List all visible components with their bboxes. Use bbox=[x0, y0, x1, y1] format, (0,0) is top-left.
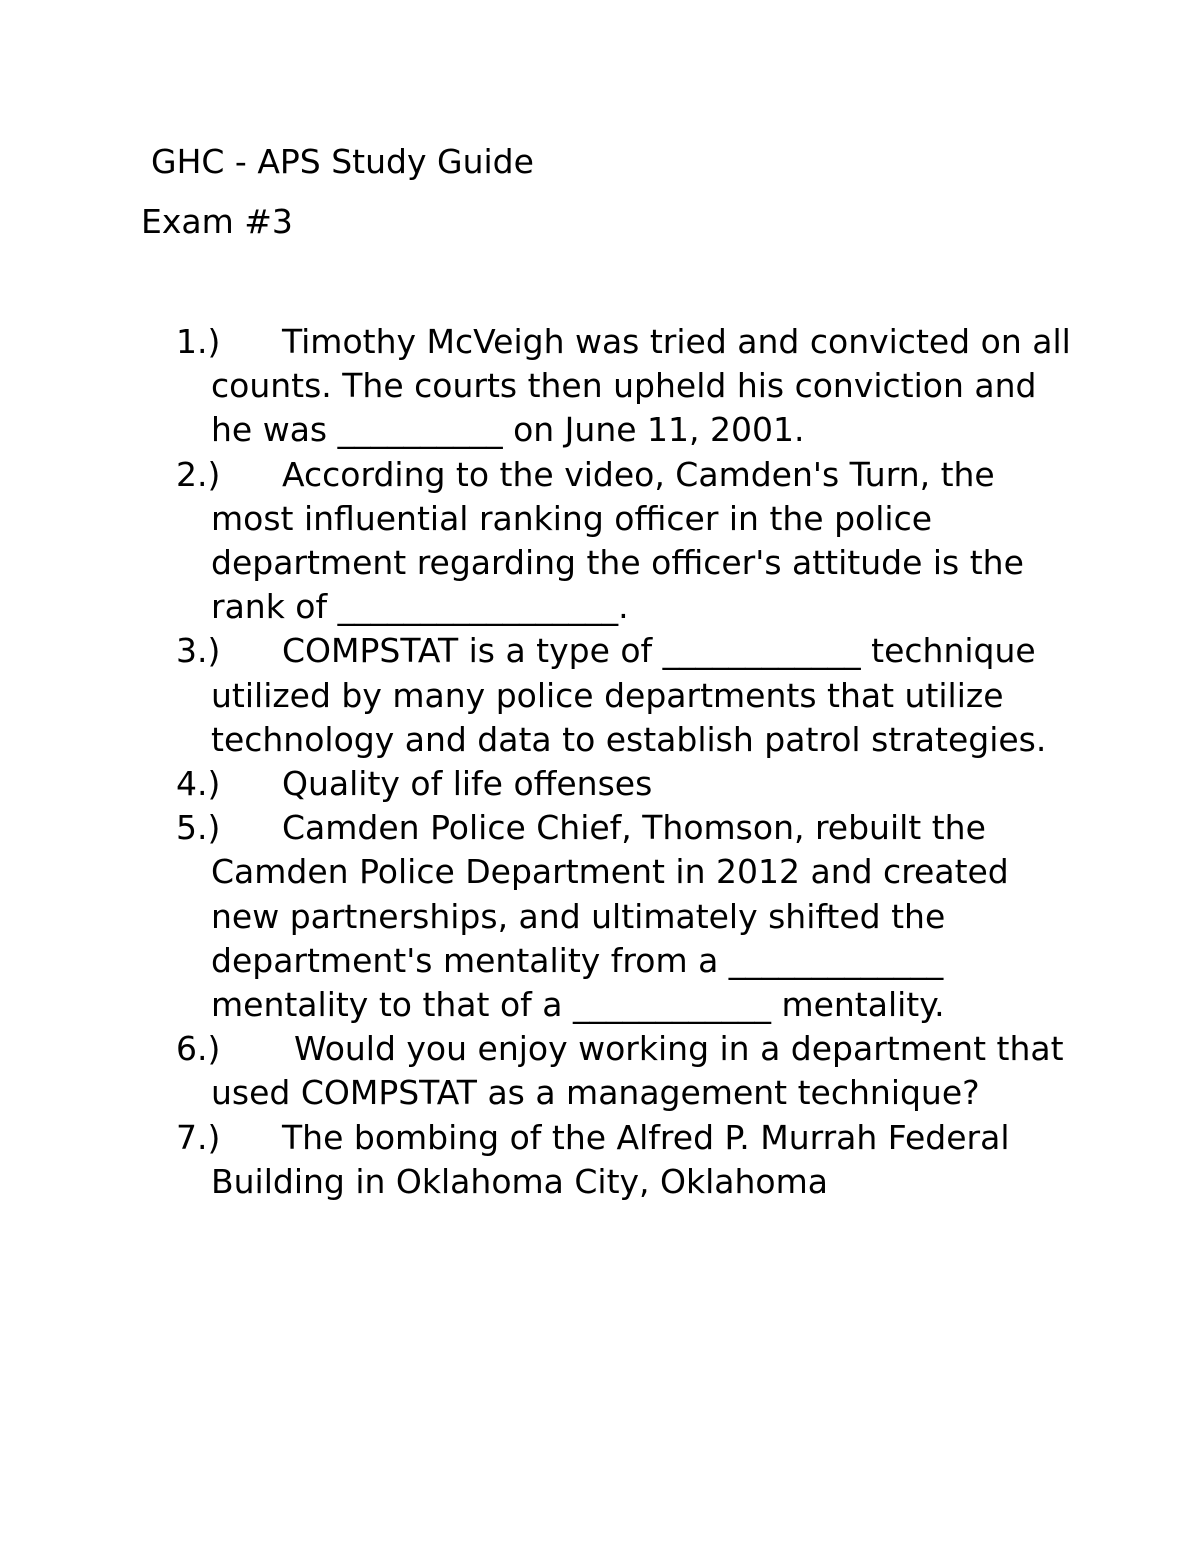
question-number: 3.) bbox=[176, 631, 221, 671]
question-text: The bombing of the Alfred P. Murrah Federal Building in Oklahoma City, Oklahoma bbox=[211, 1117, 1010, 1201]
question-number: 4.) bbox=[176, 764, 221, 804]
question-text: Timothy McVeigh was tried and convicted on all counts. The courts then upheld his conviction and he was __________ on June 11, 2001. bbox=[211, 322, 1071, 450]
question-text: Camden Police Chief, Thomson, rebuilt the Camden Police Department in 2012 and created new partnerships, and ultimately shifted the department's mentality from a _____________ mentality to that of a ____________ mentality. bbox=[211, 808, 1009, 1025]
question-item bbox=[176, 629, 1076, 762]
question-number: 2.) bbox=[176, 454, 221, 494]
question-item bbox=[176, 453, 1076, 630]
question-item bbox=[176, 806, 1076, 1027]
question-number: 7.) bbox=[176, 1117, 221, 1157]
question-number: 5.) bbox=[176, 808, 221, 848]
question-number: 1.) bbox=[176, 322, 221, 361]
question-item bbox=[176, 762, 1076, 806]
document-subtitle: Exam #3 bbox=[141, 202, 293, 241]
question-list bbox=[176, 320, 1076, 1204]
question-text: According to the video, Camden's Turn, the most influential ranking officer in the police department regarding the officer's attitude is the rank of _________________. bbox=[211, 454, 1024, 627]
document-title: GHC - APS Study Guide bbox=[151, 142, 534, 181]
question-item bbox=[176, 1116, 1076, 1204]
question-item bbox=[176, 320, 1076, 453]
question-text: COMPSTAT is a type of ____________ technique utilized by many police departments that utilize technology and data to establish patrol strategies. bbox=[211, 631, 1047, 759]
question-number: 6.) bbox=[176, 1029, 221, 1069]
question-text: Quality of life offenses bbox=[282, 764, 653, 804]
question-item bbox=[176, 1027, 1076, 1115]
question-text: Would you enjoy working in a department that used COMPSTAT as a management technique? bbox=[211, 1029, 1064, 1113]
